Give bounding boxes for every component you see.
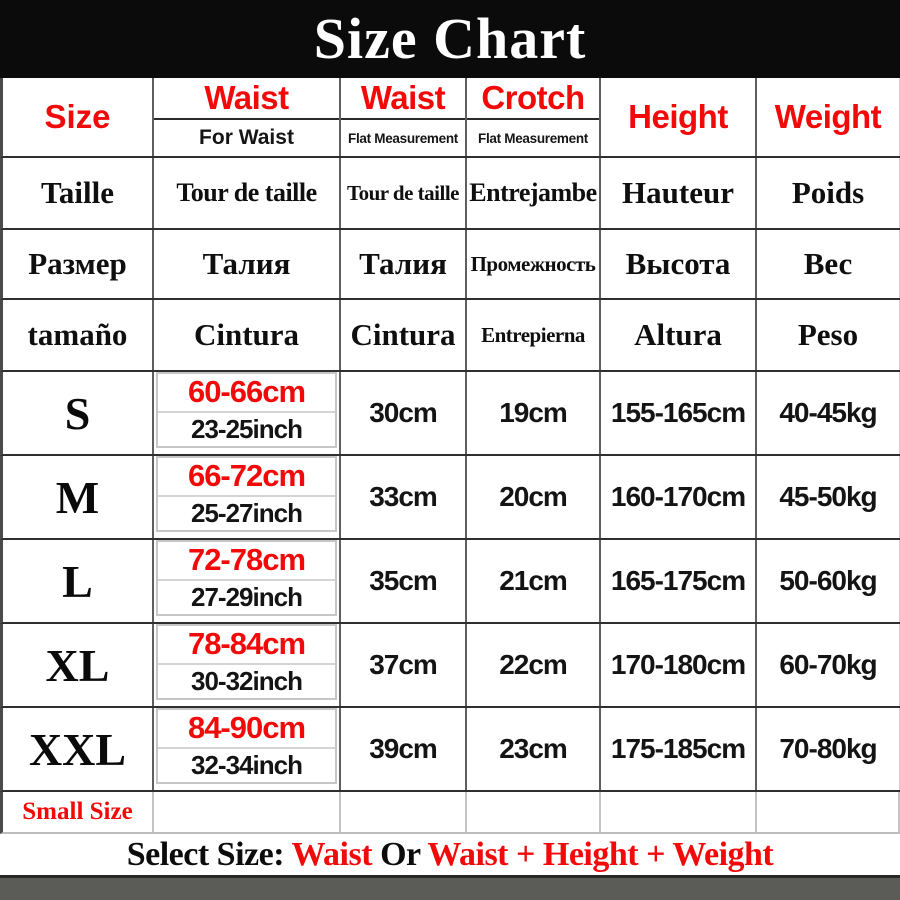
waist-cm-value: 78-84cm <box>187 626 306 662</box>
size-row-s <box>0 372 900 456</box>
crotch-value: 21cm <box>499 565 567 596</box>
lang-height-label: Hauteur <box>622 175 734 210</box>
small-size-row <box>0 792 900 834</box>
weight-value: 45-50kg <box>779 481 877 512</box>
header-crotch-label: Crotch <box>481 79 585 116</box>
crotch-value: 19cm <box>499 397 567 428</box>
waist-inch-value: 27-29inch <box>191 581 302 612</box>
waist-flat-value: 35cm <box>369 565 437 596</box>
size-label: L <box>62 555 93 607</box>
header-cell-height <box>601 78 757 156</box>
waist-flat-value: 33cm <box>369 481 437 512</box>
waist-flat-value: 39cm <box>369 733 437 764</box>
bottom-gray-bar <box>0 875 900 900</box>
language-row-russian <box>0 230 900 300</box>
empty-cell <box>467 792 601 832</box>
table-header-row <box>0 78 900 158</box>
lang-weight-label: Poids <box>791 175 865 210</box>
lang-waist-flat-label: Tour de taille <box>346 180 460 205</box>
page-title: Size Chart <box>313 6 587 71</box>
select-size-prefix: Select Size: <box>126 835 292 873</box>
lang-weight-label: Вес <box>803 246 853 281</box>
waist-range-box <box>156 708 337 784</box>
empty-cell <box>757 792 900 832</box>
height-value: 160-170cm <box>610 481 746 512</box>
language-row-spanish <box>0 300 900 372</box>
size-row-l <box>0 540 900 624</box>
waist-cm-value: 66-72cm <box>187 458 306 494</box>
size-row-xl <box>0 624 900 708</box>
waist-inch-value: 23-25inch <box>191 413 302 444</box>
waist-cm-value: 60-66cm <box>187 374 306 410</box>
height-value: 155-165cm <box>610 397 746 428</box>
lang-size-label: Taille <box>41 175 114 210</box>
height-value: 175-185cm <box>610 733 746 764</box>
header-waist-sublabel: For Waist <box>199 126 294 149</box>
select-size-or: Or <box>372 835 428 873</box>
crotch-value: 22cm <box>499 649 567 680</box>
size-label: S <box>64 387 91 439</box>
header-weight-label: Weight <box>774 98 882 135</box>
lang-waist-label: Tour de taille <box>176 178 317 207</box>
header-cell-size <box>3 78 154 156</box>
waist-inch-value: 30-32inch <box>191 665 302 696</box>
select-size-combo: Waist + Height + Weight <box>427 835 774 873</box>
header-cell-weight <box>757 78 900 156</box>
lang-waist-flat-label: Талия <box>359 246 447 281</box>
empty-cell <box>601 792 757 832</box>
lang-size-label: tamaño <box>27 317 128 352</box>
waist-range-box <box>156 456 337 532</box>
header-waist-label: Waist <box>204 79 289 116</box>
lang-waist-label: Cintura <box>193 317 300 352</box>
lang-height-label: Высота <box>625 246 731 281</box>
lang-crotch-label: Entrepierna <box>481 322 585 347</box>
height-value: 165-175cm <box>610 565 746 596</box>
waist-range-box <box>156 624 337 700</box>
weight-value: 60-70kg <box>779 649 877 680</box>
header-crotch-sublabel: Flat Measurement <box>478 130 588 146</box>
waist-cm-value: 72-78cm <box>187 542 306 578</box>
weight-value: 50-60kg <box>779 565 877 596</box>
size-label: M <box>55 471 100 523</box>
header-size-label: Size <box>44 98 111 135</box>
waist-range-box <box>156 540 337 616</box>
lang-crotch-label: Entrejambe <box>469 178 597 207</box>
crotch-value: 23cm <box>499 733 567 764</box>
header-waist-flat-label: Waist <box>360 79 446 116</box>
size-label: XXL <box>28 723 127 775</box>
weight-value: 70-80kg <box>779 733 877 764</box>
waist-cm-value: 84-90cm <box>187 710 306 746</box>
empty-cell <box>341 792 467 832</box>
waist-flat-value: 37cm <box>369 649 437 680</box>
lang-waist-label: Талия <box>202 246 291 281</box>
weight-value: 40-45kg <box>779 397 877 428</box>
header-cell-waist <box>154 78 341 156</box>
size-row-xxl <box>0 708 900 792</box>
lang-height-label: Altura <box>634 317 722 352</box>
waist-inch-value: 25-27inch <box>191 497 302 528</box>
crotch-value: 20cm <box>499 481 567 512</box>
lang-weight-label: Peso <box>797 317 859 352</box>
select-size-instruction <box>0 834 900 875</box>
small-size-note: Small Size <box>22 798 133 825</box>
header-cell-waist-flat <box>341 78 467 156</box>
size-label: XL <box>45 639 110 691</box>
empty-cell <box>154 792 341 832</box>
lang-crotch-label: Промежность <box>470 251 596 276</box>
header-cell-crotch <box>467 78 601 156</box>
waist-range-box <box>156 372 337 448</box>
language-row-french <box>0 158 900 230</box>
select-size-waist: Waist <box>291 835 373 873</box>
height-value: 170-180cm <box>610 649 746 680</box>
lang-waist-flat-label: Cintura <box>350 317 456 352</box>
lang-size-label: Размер <box>28 246 127 281</box>
size-row-m <box>0 456 900 540</box>
waist-flat-value: 30cm <box>369 397 437 428</box>
title-banner <box>0 0 900 78</box>
header-height-label: Height <box>628 98 728 135</box>
header-waist-flat-sublabel: Flat Measurement <box>348 130 458 146</box>
waist-inch-value: 32-34inch <box>191 749 302 780</box>
